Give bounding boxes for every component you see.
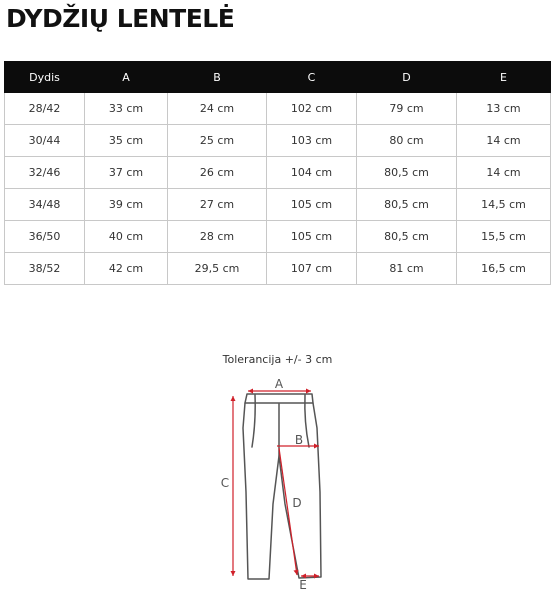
cell-d: 79 cm	[357, 93, 457, 125]
cell-b: 28 cm	[168, 221, 267, 253]
cell-a: 33 cm	[85, 93, 168, 125]
header-a: A	[85, 62, 168, 93]
cell-d: 80,5 cm	[357, 157, 457, 189]
table-row	[5, 221, 551, 253]
cell-e: 14,5 cm	[457, 189, 551, 221]
label-c: C	[220, 476, 230, 490]
table-row	[5, 189, 551, 221]
label-b: B	[294, 433, 304, 447]
page-title: DYDŽIŲ LENTELĖ	[6, 4, 235, 33]
cell-b: 26 cm	[168, 157, 267, 189]
tolerance-note: Tolerancija +/- 3 cm	[222, 353, 333, 366]
cell-size: 32/46	[5, 157, 85, 189]
size-table	[4, 61, 551, 285]
header-b: B	[168, 62, 267, 93]
table-row	[5, 93, 551, 125]
cell-c: 107 cm	[267, 253, 357, 285]
cell-size: 30/44	[5, 125, 85, 157]
label-d: D	[292, 496, 302, 510]
cell-d: 80,5 cm	[357, 189, 457, 221]
cell-size: 34/48	[5, 189, 85, 221]
cell-e: 14 cm	[457, 125, 551, 157]
label-e: E	[299, 578, 307, 592]
cell-size: 28/42	[5, 93, 85, 125]
header-size: Dydis	[5, 62, 85, 93]
cell-c: 105 cm	[267, 189, 357, 221]
cell-a: 42 cm	[85, 253, 168, 285]
table-row	[5, 125, 551, 157]
table-row	[5, 157, 551, 189]
cell-size: 38/52	[5, 253, 85, 285]
cell-b: 29,5 cm	[168, 253, 267, 285]
cell-a: 39 cm	[85, 189, 168, 221]
cell-e: 16,5 cm	[457, 253, 551, 285]
cell-d: 80 cm	[357, 125, 457, 157]
table-body	[5, 93, 551, 285]
cell-e: 13 cm	[457, 93, 551, 125]
cell-b: 25 cm	[168, 125, 267, 157]
table-row	[5, 253, 551, 285]
header-c: C	[267, 62, 357, 93]
cell-c: 104 cm	[267, 157, 357, 189]
cell-c: 105 cm	[267, 221, 357, 253]
header-e: E	[457, 62, 551, 93]
pants-outline	[243, 394, 321, 579]
cell-d: 81 cm	[357, 253, 457, 285]
cell-c: 103 cm	[267, 125, 357, 157]
table-header-row	[5, 62, 551, 93]
cell-b: 24 cm	[168, 93, 267, 125]
cell-a: 40 cm	[85, 221, 168, 253]
cell-e: 14 cm	[457, 157, 551, 189]
cell-a: 35 cm	[85, 125, 168, 157]
cell-size: 36/50	[5, 221, 85, 253]
cell-e: 15,5 cm	[457, 221, 551, 253]
cell-d: 80,5 cm	[357, 221, 457, 253]
header-d: D	[357, 62, 457, 93]
cell-b: 27 cm	[168, 189, 267, 221]
cell-a: 37 cm	[85, 157, 168, 189]
pants-diagram	[215, 372, 335, 594]
cell-c: 102 cm	[267, 93, 357, 125]
label-a: A	[274, 377, 284, 391]
